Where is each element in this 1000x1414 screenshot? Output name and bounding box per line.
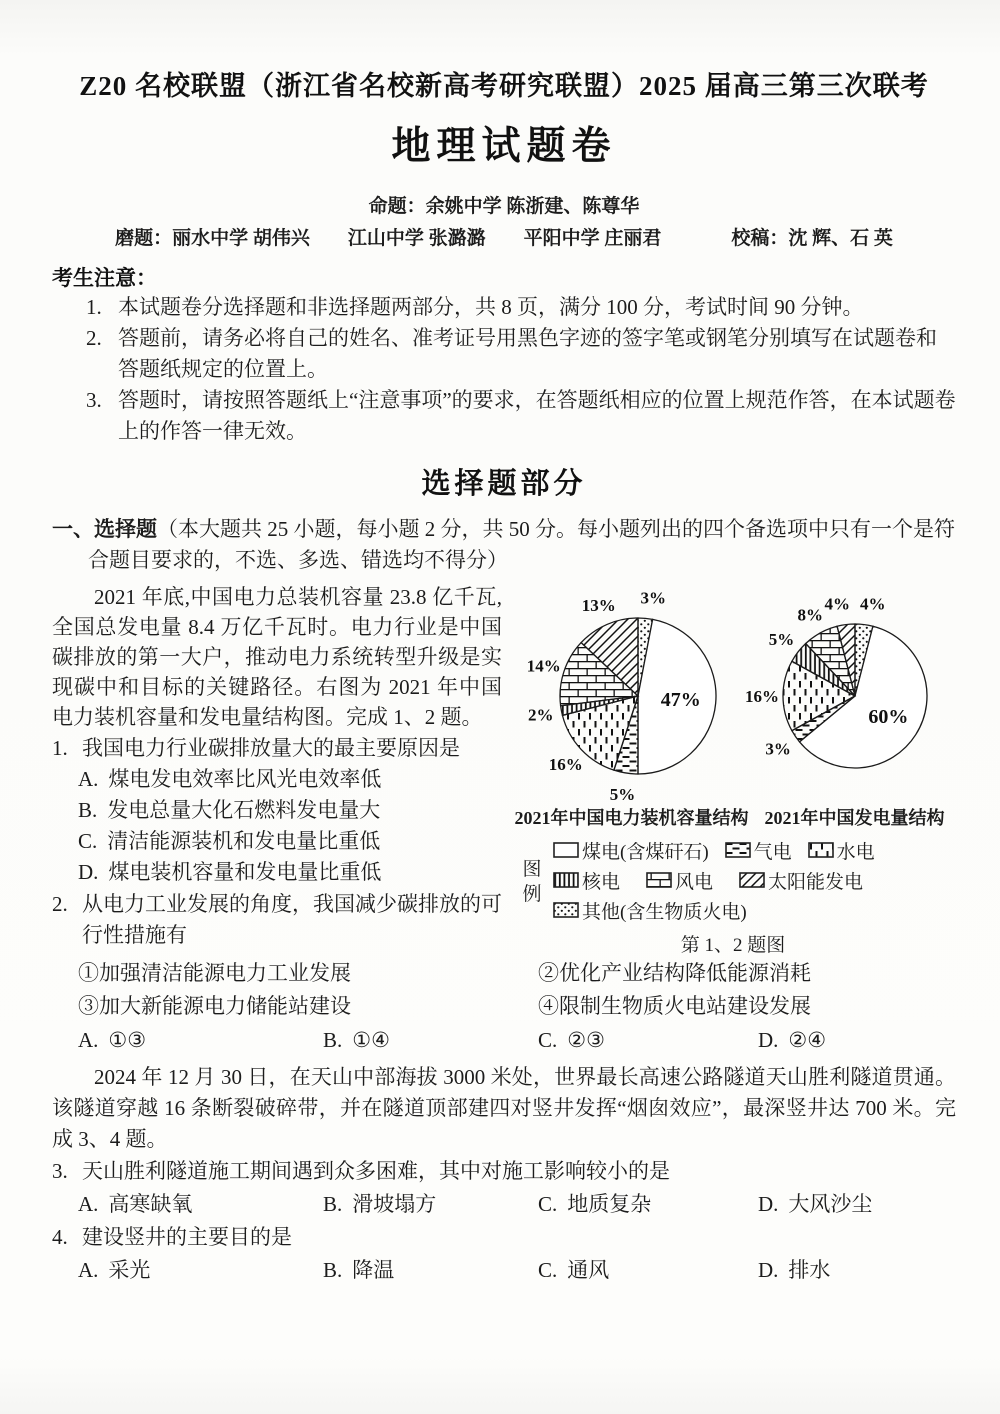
notice-heading: 考生注意： bbox=[52, 266, 157, 290]
question-stem: 建设竖井的主要目的是 bbox=[82, 1225, 292, 1249]
notice-item bbox=[52, 323, 956, 385]
notice-item-number: 2. bbox=[86, 326, 102, 350]
question-1-option-c: C. 清洁能源装机和发电量比重低 bbox=[78, 829, 381, 853]
legend-row bbox=[553, 837, 956, 864]
pie-percent-label: 4% bbox=[859, 594, 886, 614]
legend-item: 太阳能发电 bbox=[739, 867, 863, 894]
pie-caption-left: 2021年中国电力装机容量结构 bbox=[514, 808, 749, 828]
pie-charts-row bbox=[510, 584, 956, 804]
notice-item-text: 答题前，请务必将自己的姓名、准考证号用黑色字迹的签字笔或钢笔分别填写在试题卷和答题纸规定的位置上。 bbox=[118, 326, 937, 381]
pie-percent-label: 5% bbox=[609, 784, 636, 804]
legend-row bbox=[553, 897, 956, 924]
question-stem: 从电力工业发展的角度，我国减少碳排放的可行性措施有 bbox=[82, 892, 502, 947]
passage-questions-1-2: 2021 年底,中国电力总装机容量 23.8 亿千瓦,全国总发电量 8.4 万亿千瓦时。电力行业是中国碳排放的第一大户，推动电力系统转型升级是实现碳中和目标的关键路径。右图为 2021 年中国电力装机容量和发电量结构图。完成 1、2 题。 bbox=[52, 585, 502, 729]
question-3-options bbox=[52, 1188, 956, 1221]
pie-percent-label: 14% bbox=[526, 656, 561, 676]
question-2-statements-row-2 bbox=[52, 990, 956, 1023]
pie-chart-installed-capacity bbox=[510, 584, 753, 804]
hydro-pattern-swatch-icon bbox=[808, 842, 835, 859]
pie-percent-label: 16% bbox=[745, 687, 779, 706]
section-intro-rest: （本大题共 25 小题，每小题 2 分，共 50 分。每小题列出的四个备选项中只有一个是符合题目要求的，不选、多选、错选均不得分） bbox=[88, 517, 955, 572]
pie-percent-label: 2% bbox=[528, 705, 554, 725]
question-number: 4. bbox=[52, 1225, 68, 1249]
question-number: 3. bbox=[52, 1159, 68, 1183]
question-stem: 天山胜利隧道施工期间遇到众多困难，其中对施工影响较小的是 bbox=[82, 1159, 670, 1183]
question-3-option-a: A. 高寒缺氧 bbox=[78, 1192, 193, 1216]
solar-pattern-swatch-icon bbox=[739, 872, 766, 889]
pie-percent-label: 3% bbox=[765, 739, 791, 759]
pie-chart-generation bbox=[745, 584, 956, 804]
question-2 bbox=[52, 889, 502, 951]
pie-percent-label: 47% bbox=[660, 689, 701, 711]
notice-item bbox=[52, 385, 956, 447]
notice-list bbox=[52, 292, 956, 447]
statement-3: ③加大新能源电力储能站建设 bbox=[78, 994, 351, 1018]
question-1 bbox=[52, 733, 502, 764]
question-stem: 我国电力行业碳排放量大的最主要原因是 bbox=[82, 736, 460, 760]
statement-1: ①加强清洁能源电力工业发展 bbox=[78, 961, 351, 985]
pie-caption-right: 2021年中国发电量结构 bbox=[764, 808, 945, 828]
chart-legend bbox=[510, 837, 956, 927]
question-2-option-b: B. ①④ bbox=[323, 1028, 390, 1052]
question-number: 2. bbox=[52, 892, 68, 916]
question-3 bbox=[52, 1156, 956, 1187]
legend-item: 煤电(含煤矸石) bbox=[553, 837, 709, 864]
proofread-line: 校稿：沈 辉、石 英 bbox=[731, 228, 893, 249]
pie-percent-label: 60% bbox=[868, 706, 909, 729]
wind-pattern-swatch-icon bbox=[646, 872, 673, 889]
section-intro bbox=[52, 514, 956, 576]
question-2-option-d: D. ②④ bbox=[758, 1028, 827, 1052]
notice-item-text: 答题时，请按照答题纸上“注意事项”的要求，在答题纸相应的位置上规范作答，在本试题卷上的作答一律无效。 bbox=[118, 388, 956, 443]
question-3-option-d: D. 大风沙尘 bbox=[758, 1192, 873, 1216]
question-4-option-a: A. 采光 bbox=[78, 1258, 151, 1282]
pie-percent-label: 16% bbox=[548, 754, 583, 774]
other-pattern-swatch-icon bbox=[553, 902, 580, 919]
notice-item-text: 本试题卷分选择题和非选择题两部分，共 8 页，满分 100 分，考试时间 90 分钟。 bbox=[118, 295, 864, 319]
question-2-option-c: C. ②③ bbox=[538, 1028, 605, 1052]
figure-caption: 第 1、2 题图 bbox=[680, 935, 786, 956]
question-1-option-a: A. 煤电发电效率比风光电效率低 bbox=[78, 767, 382, 791]
legend-item: 风电 bbox=[646, 867, 713, 894]
coal-pattern-swatch-icon bbox=[553, 842, 580, 859]
credits-line2 bbox=[52, 223, 956, 250]
question-4-option-b: B. 降温 bbox=[323, 1258, 395, 1282]
legend-title: 图 例 bbox=[522, 859, 542, 905]
paper-title: 地理试题卷 bbox=[391, 125, 617, 168]
polishers-line: 磨题：丽水中学 胡伟兴 江山中学 张潞潞 平阳中学 庄丽君 bbox=[115, 228, 662, 249]
question-4-options bbox=[52, 1254, 956, 1287]
pie-percent-label: 4% bbox=[824, 594, 851, 614]
legend-item: 水电 bbox=[808, 837, 875, 864]
passage-questions-3-4: 2024 年 12 月 30 日，在天山中部海拔 3000 米处，世界最长高速公路隧道天山胜利隧道贯通。该隧道穿越 16 条断裂破碎带，并在隧道顶部建四对竖井发挥“烟囱效应”，最深竖井达 700 米。完成 3、4 题。 bbox=[52, 1065, 956, 1151]
pie-captions-row bbox=[510, 804, 956, 830]
question-4 bbox=[52, 1222, 956, 1253]
question-2-statements-row-1 bbox=[52, 957, 956, 990]
notice-item-number: 1. bbox=[86, 295, 102, 319]
question-4-option-d: D. 排水 bbox=[758, 1258, 831, 1282]
question-3-option-b: B. 滑坡塌方 bbox=[323, 1192, 437, 1216]
setters-line: 命题：余姚中学 陈浙建、陈尊华 bbox=[368, 196, 640, 217]
legend-item: 核电 bbox=[553, 867, 620, 894]
notice-item-number: 3. bbox=[86, 388, 102, 412]
section-intro-bold: 一、选择题 bbox=[52, 517, 157, 541]
nuclear-pattern-swatch-icon bbox=[553, 872, 580, 889]
question-2-options bbox=[52, 1024, 956, 1057]
statement-4: ④限制生物质火电站建设发展 bbox=[538, 994, 811, 1018]
pie-percent-label: 13% bbox=[581, 596, 616, 616]
section-heading: 选择题部分 bbox=[421, 468, 587, 500]
question-3-option-c: C. 地质复杂 bbox=[538, 1192, 652, 1216]
legend-item: 其他(含生物质火电) bbox=[553, 897, 747, 924]
questions-1-2-block bbox=[52, 582, 956, 1057]
figure-1-2 bbox=[510, 584, 956, 957]
question-1-option-d: D. 煤电装机容量和发电量比重低 bbox=[78, 860, 382, 884]
question-number: 1. bbox=[52, 736, 68, 760]
question-2-option-a: A. ①③ bbox=[78, 1028, 147, 1052]
pie-percent-label: 5% bbox=[768, 630, 795, 649]
question-1-option-b: B. 发电总量大化石燃料发电量大 bbox=[78, 798, 381, 822]
notice-item bbox=[52, 292, 956, 323]
statement-2: ②优化产业结构降低能源消耗 bbox=[538, 961, 811, 985]
pie-percent-label: 8% bbox=[797, 605, 823, 625]
question-4-option-c: C. 通风 bbox=[538, 1258, 610, 1282]
legend-item: 气电 bbox=[725, 837, 792, 864]
pie-percent-label: 3% bbox=[640, 588, 667, 608]
legend-row bbox=[553, 867, 956, 894]
league-title: Z20 名校联盟（浙江省名校新高考研究联盟）2025 届高三第三次联考 bbox=[79, 71, 929, 101]
gas-pattern-swatch-icon bbox=[725, 842, 752, 859]
